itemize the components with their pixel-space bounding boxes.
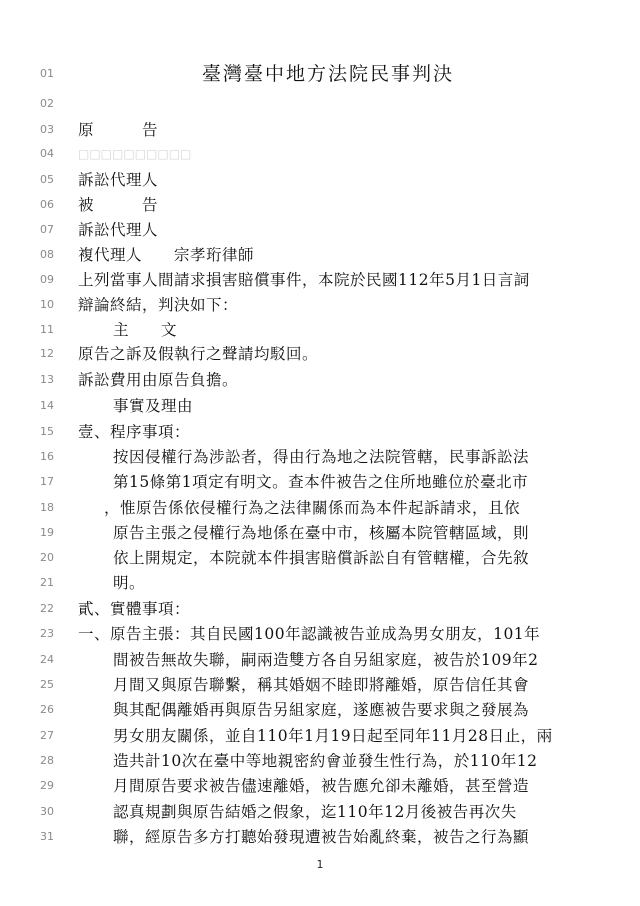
party-label-attorney: 訴訟代理人 (78, 171, 159, 189)
line-text: 間被告無故失聯，嗣兩造雙方各自另組家庭，被告於109年2 (113, 651, 539, 669)
line-text: 辯論終結，判決如下： (78, 296, 239, 314)
line-28 (0, 749, 640, 773)
line-number: 10 (40, 298, 54, 311)
line-text: ，惟原告係依侵權行為之法律關係而為本件起訴請求，且依 (104, 499, 521, 517)
line-number: 18 (40, 501, 54, 514)
party-label-attorney: 訴訟代理人 (78, 221, 159, 239)
line-number: 29 (40, 779, 54, 792)
document-title: 臺灣臺中地方法院民事判決 (202, 63, 455, 85)
line-09 (0, 268, 640, 292)
section-heading-main: 主 文 (113, 321, 178, 339)
line-number: 15 (40, 425, 54, 438)
line-27 (0, 724, 640, 748)
line-25 (0, 673, 640, 697)
line-number: 25 (40, 678, 54, 691)
line-14 (0, 394, 640, 418)
line-05 (0, 168, 640, 192)
line-01 (0, 62, 640, 86)
line-number: 07 (40, 223, 54, 236)
line-text: 訴訟費用由原告負擔。 (78, 371, 239, 389)
line-text: 上列當事人間請求損害賠償事件，本院於民國112年5月1日言詞 (78, 271, 530, 289)
redacted-name: □□□□□□□□□□ (78, 147, 192, 161)
line-06 (0, 193, 640, 217)
line-02 (0, 92, 640, 116)
line-number: 12 (40, 347, 54, 360)
line-17 (0, 470, 640, 494)
line-number: 02 (40, 97, 54, 110)
line-16 (0, 445, 640, 469)
line-19 (0, 521, 640, 545)
line-26 (0, 698, 640, 722)
line-11 (0, 318, 640, 342)
line-24 (0, 648, 640, 672)
line-23 (0, 622, 640, 646)
line-12 (0, 342, 640, 366)
line-number: 05 (40, 173, 54, 186)
line-text: 認真規劃與原告結婚之假象，迄110年12月後被告再次失 (113, 803, 517, 821)
line-number: 04 (40, 147, 54, 160)
line-number: 03 (40, 123, 54, 136)
line-text: 依上開規定，本院就本件損害賠償訴訟自有管轄權，合先敘 (113, 549, 530, 567)
party-label-defendant: 被 告 (78, 196, 159, 214)
line-number: 22 (40, 602, 54, 615)
line-07 (0, 218, 640, 242)
line-text: 男女朋友關係，並自110年1月19日起至同年11月28日止，兩 (113, 727, 553, 745)
section-heading: 壹、程序事項： (78, 423, 191, 441)
line-number: 28 (40, 754, 54, 767)
line-number: 20 (40, 551, 54, 564)
line-13 (0, 368, 640, 392)
line-text: 第15條第1項定有明文。查本件被告之住所地雖位於臺北市 (113, 473, 529, 491)
line-text: 一、原告主張：其自民國100年認識被告並成為男女朋友，101年 (78, 625, 541, 643)
line-number: 06 (40, 198, 54, 211)
line-text: 月間原告要求被告儘速離婚，被告應允卻未離婚，甚至營造 (113, 777, 530, 795)
line-text: 與其配偶離婚再與原告另組家庭，遂應被告要求與之發展為 (113, 701, 530, 719)
line-10 (0, 293, 640, 317)
line-number: 17 (40, 475, 54, 488)
line-number: 14 (40, 399, 54, 412)
line-08 (0, 243, 640, 267)
section-heading-facts: 事實及理由 (113, 397, 194, 415)
line-03 (0, 118, 640, 142)
line-text: 原告主張之侵權行為地係在臺中市，核屬本院管轄區域，則 (113, 524, 530, 542)
line-number: 08 (40, 248, 54, 261)
line-number: 23 (40, 627, 54, 640)
line-29 (0, 774, 640, 798)
line-number: 30 (40, 805, 54, 818)
line-18 (0, 496, 640, 520)
line-text: 明。 (113, 574, 146, 592)
line-number: 31 (40, 830, 54, 843)
line-number: 19 (40, 526, 54, 539)
line-number: 24 (40, 653, 54, 666)
line-31 (0, 825, 640, 849)
section-heading: 貳、實體事項： (78, 600, 191, 618)
line-number: 26 (40, 703, 54, 716)
line-21 (0, 571, 640, 595)
line-number: 13 (40, 373, 54, 386)
line-15 (0, 420, 640, 444)
line-number: 09 (40, 273, 54, 286)
line-22 (0, 597, 640, 621)
line-number: 01 (40, 67, 54, 80)
line-number: 16 (40, 450, 54, 463)
line-number: 27 (40, 729, 54, 742)
line-text: 造共計10次在臺中等地親密約會並發生性行為，於110年12 (113, 752, 538, 770)
line-04 (0, 142, 640, 166)
line-text: 按因侵權行為涉訟者，得由行為地之法院管轄，民事訴訟法 (113, 448, 530, 466)
line-text: 聯，經原告多方打聽始發現遭被告始亂終棄，被告之行為顯 (113, 828, 530, 846)
line-text: 原告之訴及假執行之聲請均駁回。 (78, 345, 319, 363)
line-20 (0, 546, 640, 570)
line-number: 11 (40, 323, 54, 336)
line-text: 月間又與原告聯繫，稱其婚姻不睦即將離婚，原告信任其會 (113, 676, 530, 694)
line-30 (0, 800, 640, 824)
page-number: 1 (316, 858, 324, 871)
line-number: 21 (40, 576, 54, 589)
party-label-sub-attorney: 複代理人 宗孝珩律師 (78, 246, 255, 264)
party-label-plaintiff: 原 告 (78, 121, 159, 139)
